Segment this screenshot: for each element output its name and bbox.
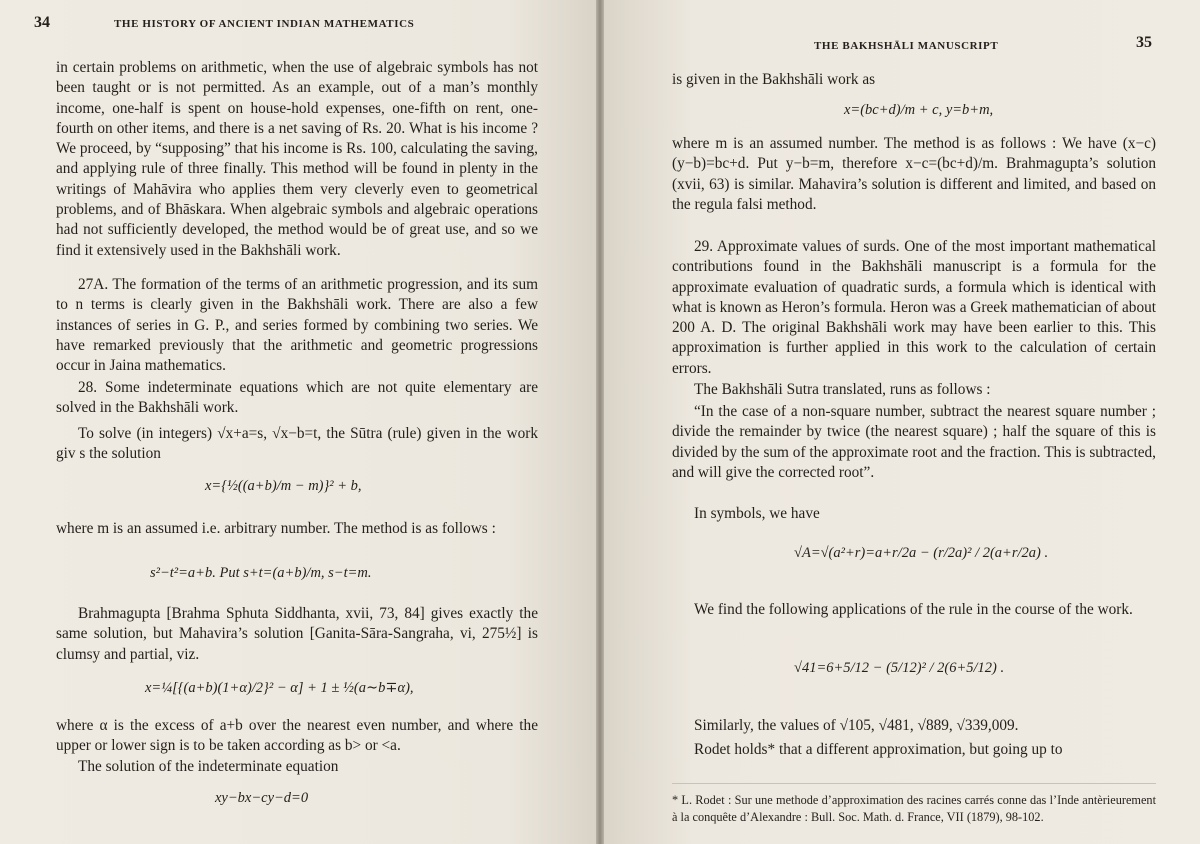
paragraph: We find the following applications of the rule in the course of the work. (694, 601, 1133, 618)
paragraph: where α is the excess of a+b over the nearest even number, and where the upper or lower sign is to be taken according as b> or <a. (56, 717, 538, 755)
equation: xy−bx−cy−d=0 (215, 790, 309, 806)
paragraph: 27A. The formation of the terms of an arithmetic progression, and its sum to n terms is clearly given in the Bakhshāli work. There are also a few instances of series in G. P., and series formed by combining two series. We have remarked previously that the arithmetic and geometric progressions occur in Jaina mathematics. (56, 276, 538, 375)
footnote-rule (672, 783, 1156, 784)
paragraph: is given in the Bakhshāli work as (672, 71, 876, 88)
paragraph: where m is an assumed i.e. arbitrary number. The method is as follows : (56, 520, 496, 537)
equation: √41=6+5/12 − (5/12)² / 2(6+5/12) . (794, 660, 1005, 676)
page-number: 34 (34, 14, 50, 31)
paragraph: Brahmagupta [Brahma Sphuta Siddhanta, xvii, 73, 84] gives exactly the same solution, but Mahavira’s solution [Ganita-Sāra-Sangraha, vi, 275½] is clumsy and partial, viz. (56, 605, 538, 663)
paragraph: The solution of the indeterminate equation (78, 758, 339, 775)
paragraph: The Bakhshāli Sutra translated, runs as follows : (694, 381, 991, 398)
paragraph: To solve (in integers) √x+a=s, √x−b=t, the Sūtra (rule) given in the work giv s the solution (56, 425, 538, 463)
paragraph: in certain problems on arithmetic, when the use of algebraic symbols has not been taught or is not permitted. As an example, out of a man’s monthly income, one-half is spent on house-hold expenses, one-fifth on rent, one-fourth on other items, and there is a net saving of Rs. 20. What is his income ? We proceed, by “supposing” that his income is Rs. 100, calculating the saving, and applying rule of three finally. This method will be found in plenty in the writings of Mahāvira who applies them very cleverly even to geometrical problems, and of Bhāskara. When algebraic symbols and algebraic operations had not sufficiently developed, the method would be of great use, and so we find it extensively used in the Bakhshāli work. (56, 59, 538, 259)
page-number: 35 (1136, 34, 1152, 51)
equation: √A=√(a²+r)=a+r/2a − (r/2a)² / 2(a+r/2a) . (794, 545, 1049, 561)
equation: x=¼[{(a+b)(1+α)/2}² − α] + 1 ± ½(a∼b∓α), (145, 680, 414, 696)
running-head: THE HISTORY OF ANCIENT INDIAN MATHEMATICS (114, 18, 415, 30)
book-gutter (596, 0, 604, 844)
paragraph: Rodet holds* that a different approximation, but going up to (694, 741, 1063, 758)
equation: x={½((a+b)/m − m)}² + b, (205, 478, 362, 494)
equation: s²−t²=a+b. Put s+t=(a+b)/m, s−t=m. (150, 565, 372, 581)
paragraph: In symbols, we have (694, 505, 820, 522)
paragraph: “In the case of a non-square number, subtract the nearest square number ; divide the remainder by twice (the nearest square) ; half the square of this is divided by the sum of the approximate root and the fraction. This is subtracted, and will give the corrected root”. (672, 403, 1156, 481)
footnote: * L. Rodet : Sur une methode d’approximation des racines carrés conne das l’Inde antèrieurement à la conquête d’Alexandre : Bull. Soc. Math. d. France, VII (1879), 98-102. (672, 793, 1156, 824)
running-head: THE BAKHSHĀLI MANUSCRIPT (814, 40, 999, 52)
paragraph: 29. Approximate values of surds. One of the most important mathematical contributions found in the Bakhshāli manuscript is a formula for the approximate evaluation of quadratic surds, a formula which is identical with what is known as Heron’s formula. Heron was a Greek mathematician of about 200 A. D. The original Bakhshāli work may have been earlier to this. This approximation is further applied in this work to the calculation of certain errors. (672, 238, 1156, 377)
paragraph: 28. Some indeterminate equations which are not quite elementary are solved in the Bakhshāli work. (56, 379, 538, 417)
paragraph: where m is an assumed number. The method is as follows : We have (x−c)(y−b)=bc+d. Put y−b=m, therefore x−c=(bc+d)/m. Brahmagupta’s solution (xvii, 63) is similar. Mahavira’s solution is different and limited, and based on the regula falsi method. (672, 135, 1156, 213)
equation: x=(bc+d)/m + c, y=b+m, (844, 102, 994, 118)
right-page (604, 0, 1200, 844)
paragraph: Similarly, the values of √105, √481, √889, √339,009. (694, 717, 1019, 734)
left-page (0, 0, 596, 844)
